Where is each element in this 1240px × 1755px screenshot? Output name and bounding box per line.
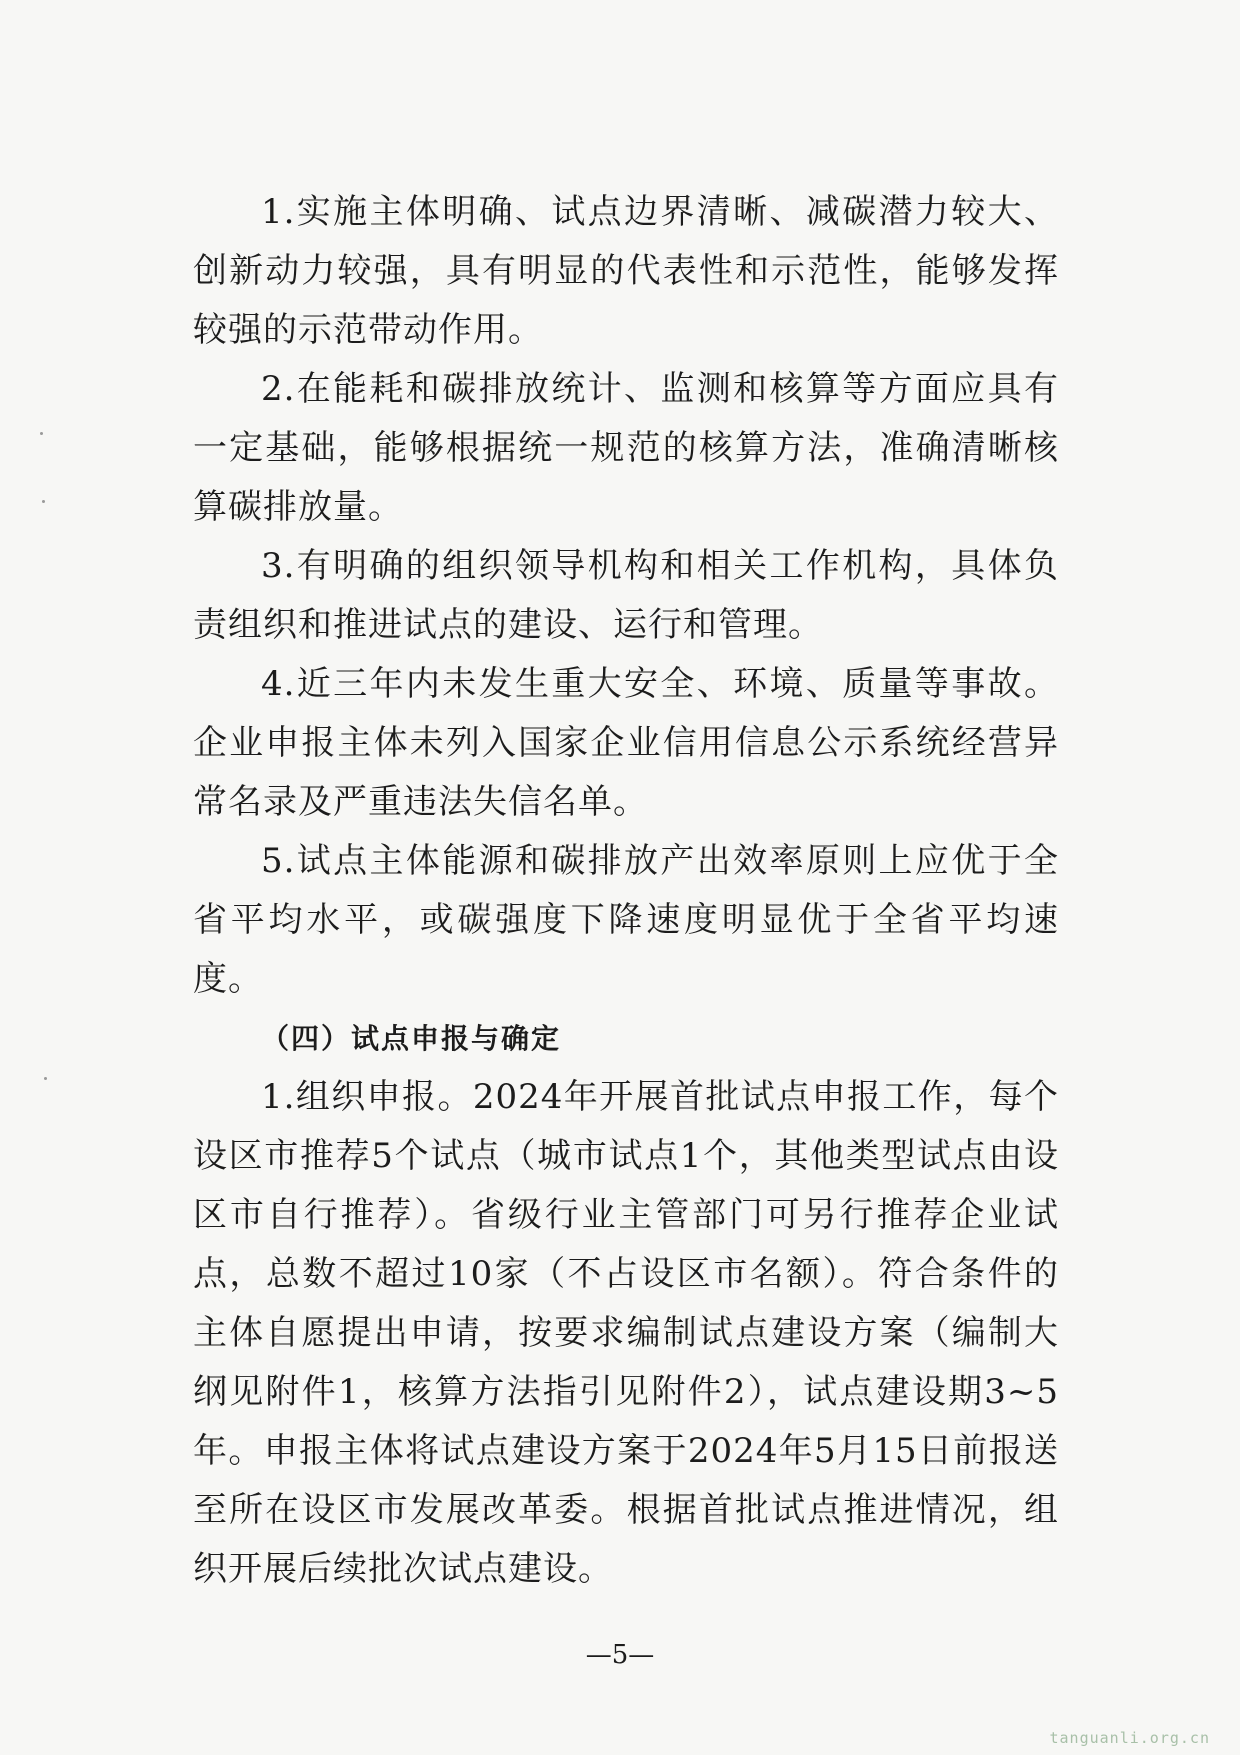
watermark: tanguanli.org.cn — [1049, 1729, 1210, 1747]
section-heading: （四）试点申报与确定 — [261, 1022, 562, 1055]
paragraph-criterion-1: 1.实施主体明确、试点边界清晰、减碳潜力较大、创新动力较强，具有明显的代表性和示范性，能够发挥较强的示范带动作用。 — [193, 192, 1059, 350]
scan-speck — [42, 500, 45, 503]
page-body — [193, 183, 1059, 1599]
paragraph-criterion-4: 4.近三年内未发生重大安全、环境、质量等事故。企业申报主体未列入国家企业信用信息公示系统经营异常名录及严重违法失信名单。 — [193, 664, 1059, 822]
scan-speck — [44, 1077, 47, 1080]
scan-speck — [40, 432, 43, 435]
paragraph-criterion-3: 3.有明确的组织领导机构和相关工作机构，具体负责组织和推进试点的建设、运行和管理。 — [193, 546, 1059, 645]
page-number: —5— — [585, 1640, 655, 1670]
paragraph-criterion-5: 5.试点主体能源和碳排放产出效率原则上应优于全省平均水平，或碳强度下降速度明显优于全省平均速度。 — [193, 841, 1059, 999]
paragraph-organize-application: 1.组织申报。2024年开展首批试点申报工作，每个设区市推荐5个试点（城市试点1个，其他类型试点由设区市自行推荐）。省级行业主管部门可另行推荐企业试点，总数不超过10家（不占设区市名额）。符合条件的主体自愿提出申请，按要求编制试点建设方案（编制大纲见附件1，核算方法指引见附件2），试点建设期3~5年。申报主体将试点建设方案于2024年5月15日前报送至所在设区市发展改革委。根据首批试点推进情况，组织开展后续批次试点建设。 — [193, 1077, 1059, 1589]
paragraph-criterion-2: 2.在能耗和碳排放统计、监测和核算等方面应具有一定基础，能够根据统一规范的核算方法，准确清晰核算碳排放量。 — [193, 369, 1059, 527]
